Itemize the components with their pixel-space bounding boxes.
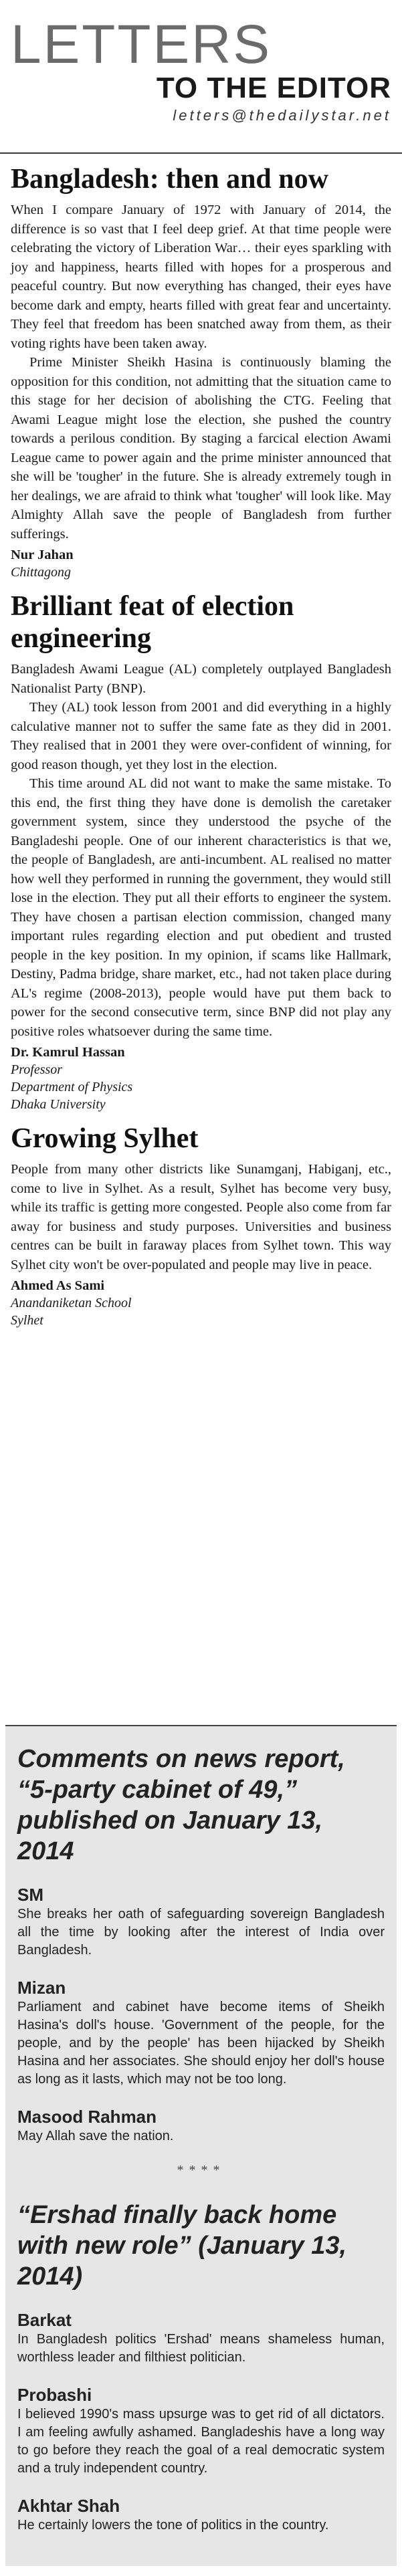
comment-item bbox=[17, 2106, 385, 2145]
letter-headline: Brilliant feat of election engineering bbox=[11, 591, 294, 654]
comments-heading: “Ershad finally back home with new role” (January 13, 2014) bbox=[17, 2201, 347, 2291]
letter-signature bbox=[11, 1277, 391, 1329]
author-location: Sylhet bbox=[11, 1313, 43, 1328]
comment-item bbox=[17, 1884, 385, 1960]
letter-growing-sylhet bbox=[11, 1113, 391, 1329]
comment-author: Mizan bbox=[17, 1978, 66, 1998]
letter-paragraph: They (AL) took lesson from 2001 and did everything in a highly calculative manner not to suffer the same fate as they did in 2001. They realised that in 2001 they were over-confident of winning, for good reason though, yet they lost in the election. bbox=[11, 700, 391, 772]
author-location: Chittagong bbox=[11, 565, 72, 580]
comment-text: In Bangladesh politics 'Ershad' means shameless human, worthless leader and filthiest politician. bbox=[17, 2332, 385, 2365]
section-subtitle: TO THE EDITOR bbox=[156, 72, 391, 104]
comment-text: He certainly lowers the tone of politics in the country. bbox=[17, 2518, 329, 2533]
comments-section-cabinet bbox=[17, 1744, 385, 2145]
editor-email-link[interactable]: letters@thedailystar.net bbox=[173, 107, 391, 124]
comment-author: Barkat bbox=[17, 2310, 72, 2330]
section-title: LETTERS bbox=[11, 14, 272, 75]
comment-text: Parliament and cabinet have become items of Sheikh Hasina's doll's house. 'Government of the people, for the people, and by the people' has been hijacked by Sheikh Hasina and her associates. She should enjoy her doll's house as long as it lasts, which may not be too long. bbox=[17, 2000, 385, 2087]
author-name: Nur Jahan bbox=[11, 548, 74, 562]
letter-paragraph: People from many other districts like Sunamganj, Habiganj, etc., come to live in Sylhet. As a result, Sylhet has become very busy, while its traffic is getting more congested. People also come from far away for business and study purposes. Universities and business centres can be built in faraway places from Sylhet town. This way Sylhet city won't be over-populated and people may live in peace. bbox=[11, 1162, 391, 1272]
comment-text: I believed 1990's mass upsurge was to get rid of all dictators. I am feeling awfully ashamed. Bangladeshis have a long way to go before they reach the goal of a real democratic system and a truly independent country. bbox=[17, 2407, 385, 2476]
letter-paragraph: Bangladesh Awami League (AL) completely outplayed Bangladesh Nationalist Party (BNP). bbox=[11, 662, 391, 696]
letter-headline: Growing Sylhet bbox=[11, 1123, 199, 1154]
letter-signature bbox=[11, 546, 391, 581]
letter-paragraph: When I compare January of 1972 with January of 2014, the difference is so vast that I feel deep grief. At that time people were celebrating the victory of Liberation War… their eyes sparkling with joy and happiness, hearts filled with hopes for a prosperous and peaceful country. But now everything has changed, their eyes have become dark and empty, hearts filled with great fear and uncertainty. They feel that freedom has been snatched away from them, as their voting rights have been taken away. bbox=[11, 203, 391, 351]
comment-item bbox=[17, 1977, 385, 2089]
reader-comments-box bbox=[5, 1725, 397, 2566]
letter-signature bbox=[11, 1044, 391, 1113]
letter-bangladesh-then-and-now bbox=[11, 154, 391, 581]
author-name: Dr. Kamrul Hassan bbox=[11, 1045, 125, 1060]
comment-author: Akhtar Shah bbox=[17, 2496, 120, 2516]
comment-author: SM bbox=[17, 1885, 43, 1905]
letter-paragraph: This time around AL did not want to make the same mistake. To this end, the first thing they have done is demolish the caretaker government system, since they understood the psyche of the Bangladeshi people. One of our inherent characteristics is that we, the people of Bangladesh, are anti-incumbent. AL realised no matter how well they performed in running the government, they would still lose in the election. They put all their efforts to engineer the system. They have chosen a partisan election commission, changed many important rules regarding election and put obedient and trusted people in the key position. In my opinion, if scams like Hallmark, Destiny, Padma bridge, share market, etc., had not taken place during AL's regime (2008-2013), people would have put them back to power for the second consecutive term, since BNP did not play any positive roles whatsoever during the same time. bbox=[11, 776, 391, 1039]
author-institution: Dhaka University bbox=[11, 1097, 106, 1112]
masthead bbox=[0, 0, 402, 154]
comments-section-ershad bbox=[17, 2200, 385, 2535]
comment-author: Probashi bbox=[17, 2385, 92, 2405]
section-divider: **** bbox=[177, 2163, 225, 2178]
comments-heading: Comments on news report, “5-party cabinet of 49,” published on January 13, 2014 bbox=[17, 1745, 345, 1865]
letters-column bbox=[0, 154, 402, 1329]
comment-text: She breaks her oath of safeguarding sovereign Bangladesh all the time by looking after the interest of India over Bangladesh. bbox=[17, 1907, 385, 1958]
comment-item bbox=[17, 2309, 385, 2367]
comment-item bbox=[17, 2384, 385, 2478]
author-department: Department of Physics bbox=[11, 1080, 133, 1094]
letter-headline: Bangladesh: then and now bbox=[11, 164, 328, 195]
author-institution: Anandaniketan School bbox=[11, 1296, 132, 1310]
letter-election-engineering bbox=[11, 581, 391, 1113]
comment-item bbox=[17, 2495, 385, 2535]
author-name: Ahmed As Sami bbox=[11, 1278, 105, 1293]
comment-author: Masood Rahman bbox=[17, 2107, 157, 2127]
letter-paragraph: Prime Minister Sheikh Hasina is continuously blaming the opposition for this condition, not admitting that the situation came to this stage for her decision of abolishing the CTG. Feeling that Awami League might lose the election, she pushed the country towards a perilous condition. By staging a farcical election Awami League came to power again and the prime minister announced that she will be 'tougher' in the future. She is already extremely tough in her dealings, we are afraid to think what 'tougher' will look like. May Almighty Allah save the people of Bangladesh from further sufferings. bbox=[11, 355, 391, 542]
author-title: Professor bbox=[11, 1062, 63, 1077]
comment-text: May Allah save the nation. bbox=[17, 2129, 174, 2143]
